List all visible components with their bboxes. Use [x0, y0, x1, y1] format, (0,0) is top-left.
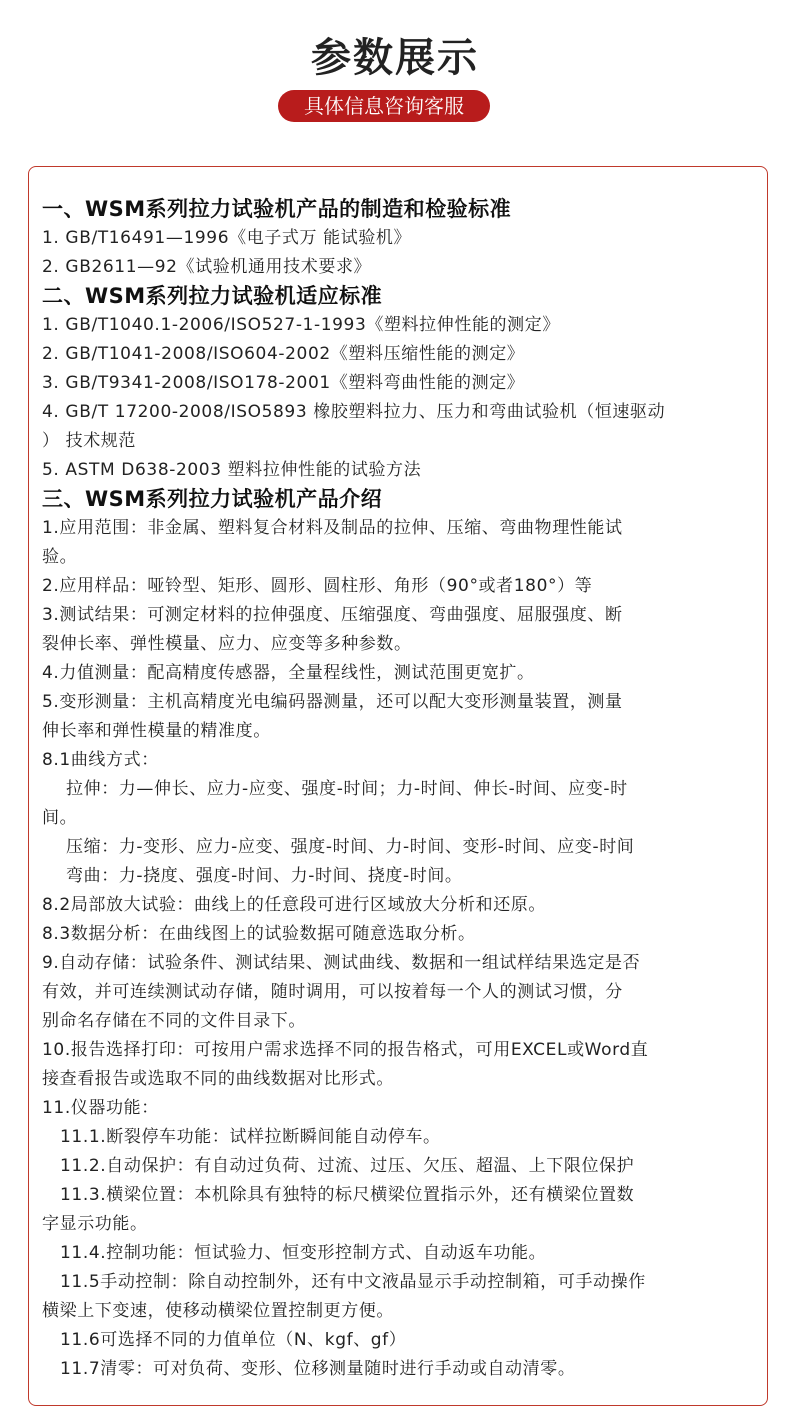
list-item: 1.应用范围：非金属、塑料复合材料及制品的拉伸、压缩、弯曲物理性能试: [42, 518, 623, 538]
curve-line: 间。: [42, 808, 78, 828]
section-heading-1: 一、WSM系列拉力试验机产品的制造和检验标准: [42, 197, 512, 221]
list-item: 有效，并可连续测试动存储，随时调用，可以按着每一个人的测试习惯，分: [42, 982, 623, 1002]
function-line: 横梁上下变速，使移动横梁位置控制更方便。: [42, 1301, 394, 1321]
list-item: 10.报告选择打印：可按用户需求选择不同的报告格式，可用EXCEL或Word直: [42, 1040, 649, 1060]
function-line: 11.1.断裂停车功能：试样拉断瞬间能自动停车。: [60, 1127, 441, 1147]
list-item: 8.2局部放大试验：曲线上的任意段可进行区域放大分析和还原。: [42, 895, 547, 915]
function-line: 11.4.控制功能：恒试验力、恒变形控制方式、自动返车功能。: [60, 1243, 547, 1263]
list-item: 3. GB/T9341-2008/ISO178-2001《塑料弯曲性能的测定》: [42, 373, 525, 393]
list-item: 4.力值测量：配高精度传感器，全量程线性，测试范围更宽扩。: [42, 663, 535, 683]
curve-line: 拉伸：力—伸长、应力-应变、强度-时间；力-时间、伸长-时间、应变-时: [66, 779, 628, 799]
list-item: 9.自动存储：试验条件、测试结果、测试曲线、数据和一组试样结果选定是否: [42, 953, 641, 973]
list-item: ） 技术规范: [42, 431, 137, 451]
list-item: 裂伸长率、弹性模量、应力、应变等多种参数。: [42, 634, 412, 654]
section-heading-2: 二、WSM系列拉力试验机适应标准: [42, 284, 383, 308]
function-line: 11.3.横梁位置：本机除具有独特的标尺横梁位置指示外，还有横梁位置数: [60, 1185, 635, 1205]
list-item: 1. GB/T1040.1-2006/ISO527-1-1993《塑料拉伸性能的测定》: [42, 315, 560, 335]
spec-content: [42, 195, 762, 1384]
function-line: 字显示功能。: [42, 1214, 148, 1234]
function-line: 11.2.自动保护：有自动过负荷、过流、过压、欠压、超温、上下限位保护: [60, 1156, 635, 1176]
function-line: 11.5手动控制：除自动控制外，还有中文液晶显示手动控制箱，可手动操作: [60, 1272, 646, 1292]
page-title: 参数展示: [311, 35, 479, 81]
list-item: 8.3数据分析：在曲线图上的试验数据可随意选取分析。: [42, 924, 476, 944]
function-line: 11.6可选择不同的力值单位（N、kgf、gf）: [60, 1330, 407, 1350]
function-line: 11.7清零：可对负荷、变形、位移测量随时进行手动或自动清零。: [60, 1359, 576, 1379]
list-item: 1. GB/T16491—1996《电子式万 能试验机》: [42, 228, 412, 248]
list-item: 接查看报告或选取不同的曲线数据对比形式。: [42, 1069, 394, 1089]
curve-line: 弯曲：力-挠度、强度-时间、力-时间、挠度-时间。: [66, 866, 463, 886]
list-item: 验。: [42, 547, 78, 567]
list-item: 8.1曲线方式：: [42, 750, 159, 770]
list-item: 4. GB/T 17200-2008/ISO5893 橡胶塑料拉力、压力和弯曲试验机（恒速驱动: [42, 402, 666, 422]
section-heading-3: 三、WSM系列拉力试验机产品介绍: [42, 487, 383, 511]
list-item: 2. GB2611—92《试验机通用技术要求》: [42, 257, 372, 277]
list-item: 5. ASTM D638-2003 塑料拉伸性能的试验方法: [42, 460, 422, 480]
list-item: 2. GB/T1041-2008/ISO604-2002《塑料压缩性能的测定》: [42, 344, 525, 364]
list-item: 11.仪器功能：: [42, 1098, 159, 1118]
list-item: 别命名存储在不同的文件目录下。: [42, 1011, 306, 1031]
list-item: 2.应用样品：哑铃型、矩形、圆形、圆柱形、角形（90°或者180°）等: [42, 576, 593, 596]
customer-service-badge[interactable]: 具体信息咨询客服: [278, 90, 490, 122]
curve-line: 压缩：力-变形、应力-应变、强度-时间、力-时间、变形-时间、应变-时间: [66, 837, 635, 857]
list-item: 3.测试结果：可测定材料的拉伸强度、压缩强度、弯曲强度、屈服强度、断: [42, 605, 623, 625]
list-item: 5.变形测量：主机高精度光电编码器测量，还可以配大变形测量装置，测量: [42, 692, 623, 712]
list-item: 伸长率和弹性模量的精准度。: [42, 721, 271, 741]
